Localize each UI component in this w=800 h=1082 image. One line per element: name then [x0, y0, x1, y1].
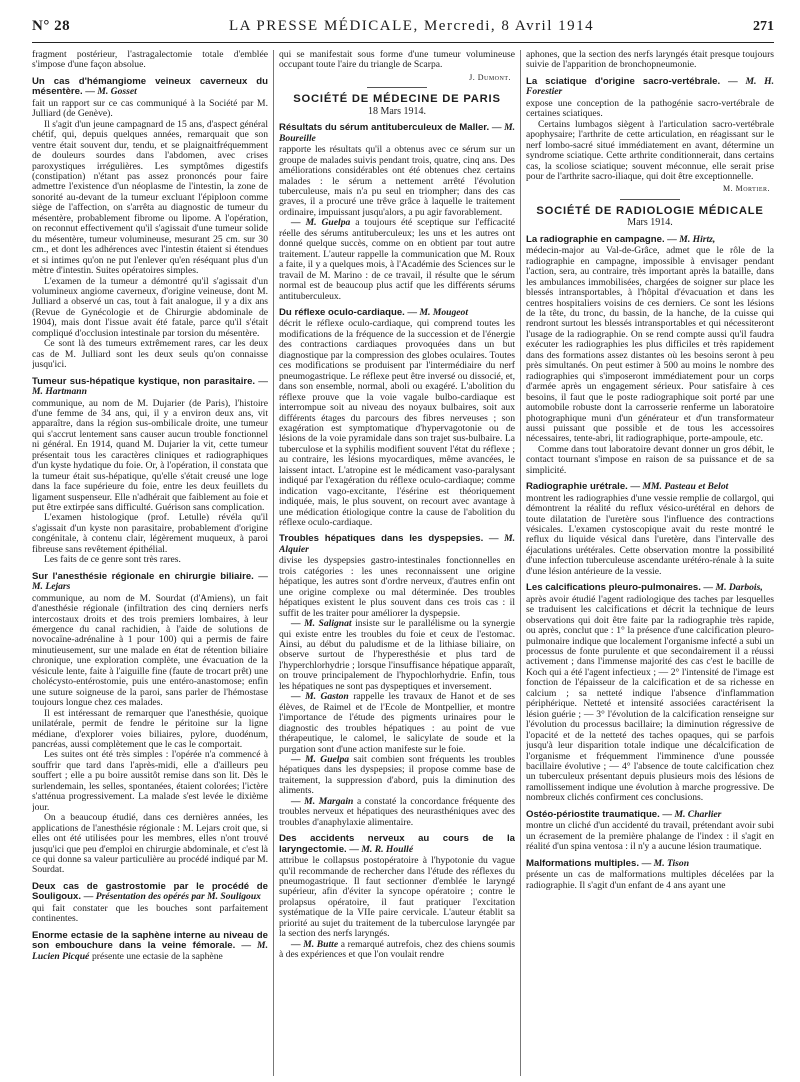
- heading-title: Deux cas de gastrostomie par le procédé de Souligoux.: [32, 880, 268, 903]
- speaker-name: — M. Guelpa: [291, 754, 350, 765]
- paragraph: [279, 218, 515, 302]
- page-header: [32, 18, 774, 43]
- issue-number: N° 28: [32, 18, 71, 34]
- paragraph-text: insiste sur le parallélisme ou la synergie qui existe entre les troubles du foie et ceux de l'estomac. Ainsi, au début du paludisme et de la lithiase biliaire, on observe surtout de l'hyperesthésie et plus tard de l'hyperchlorhydrie ; lorsque l'insuffisance hépatique apparaît, on trouve principalement de l'hypochlorhydrie. Enfin, tous les hépatiques ne sont pas dyspeptiques et inversement.: [279, 618, 515, 692]
- section-divider: [367, 87, 427, 88]
- heading-title: Radiographie urétrale.: [526, 481, 628, 493]
- heading-title: La radiographie en campagne.: [526, 233, 665, 245]
- heading-author: — M. Darbois,: [703, 582, 763, 594]
- heading-author: — M. Tison: [641, 857, 690, 869]
- paragraph-text: a toujours été sceptique sur l'efficacité réelle des sérums antituberculeux; les uns et les autres ont donné quelque succès, comme on en obtient par tout autre traitement. L'auteur rappelle la communication que M. Roux a faite, il y a quelques mois, à l'Académie des Sciences sur le travail de M. Marino : de ce travail, il résulte que le sérum normal est de beaucoup plus actif que les différents sérums antituberculeux.: [279, 217, 515, 302]
- section-heading: [32, 931, 268, 962]
- heading-author: — M. Hirtz,: [667, 233, 716, 245]
- heading-title: Enorme ectasie de la saphène interne au niveau de son embouchure dans la veine fémorale.: [32, 929, 268, 952]
- heading-author: — M. Mougeot: [407, 306, 468, 318]
- paragraph: L'examen histologique (prof. Letulle) révéla qu'il s'agissait d'un kyste non parasitaire, probablement d'origine congénitale, à contenu clair, légèrement muqueux, à paroi fibreuse sans revêtement épithélial.: [32, 512, 268, 555]
- heading-title: Troubles hépatiques dans les dyspepsies.: [279, 533, 484, 545]
- column-2: [279, 50, 515, 1078]
- heading-author: — M. Boureille: [279, 122, 515, 144]
- section-heading: [526, 810, 774, 820]
- paragraph: On a beaucoup étudié, dans ces dernières années, les applications de l'anesthésie régionale : M. Lejars croit que, si elles ont été utilisées pour les membres, elles n'ont trouvé jusqu'ici que peu d'emploi en chirurgie abdominale, et c'est là ce qui donne sa valeur particulière au procédé indiqué par M. Sourdat.: [32, 812, 268, 876]
- page-number: 271: [753, 19, 774, 34]
- speaker-name: — M. Guelpa: [291, 217, 351, 229]
- paragraph: communique, au nom de M. Dujarier (de Paris), l'histoire d'une femme de 34 ans, qui, il y a environ deux ans, vit apparaître, dans la région sus-ombilicale droite, une tumeur qui s'accrut lentement sans causer aucun trouble fonctionnel ni général. En 1914, quand M. Dujarier la vit, cette tumeur présentait tous les caractères cliniques et radiographiques d'un kyste hydatique du foie. Or, à l'opération, il constata que la tumeur était sus-hépatique, qu'elle s'était creusé une loge dans la face supérieure du foie, entre les deux feuillets du ligament suspenseur. Elle n'adhérait que faiblement au foie et put être extirpée sans difficulté. Guérison sans complication.: [32, 397, 268, 514]
- paragraph: [279, 692, 515, 755]
- column-rule: [520, 50, 521, 1076]
- column-1: [32, 50, 268, 1078]
- paragraph: communique, au nom de M. Sourdat (d'Amiens), un fait d'anesthésie régionale (infiltration des cinq derniers nerfs intercostaux droits et des trois premiers lombaires, à leur émergence du canal rachidien, à l'aide de solutions de novocaïne-adrénaline à 1 pour 100) qui a permis de faire minutieusement, sur une malade en état de rétention biliaire chronique, une exploration complète, une évacuation de la vésicule lente, faite à l'aiguille fine (faute de trocart prêt) une cholécysto-entérostomie, puis une entéro-anastomose; enfin une suture soigneuse de la paroi, sans parler de l'hémostase toujours longue chez ces malades.: [32, 592, 268, 709]
- section-divider: [620, 199, 680, 200]
- paragraph: qui fait constater que les bouches sont parfaitement continentes.: [32, 902, 268, 925]
- paragraph: rapporte les résultats qu'il a obtenus avec ce sérum sur un groupe de malades suivis pendant trois, quatre, cinq ans. Des améliorations considérables ont été obtenues chez certains malades : le sérum a nettement arrêté l'évolution tuberculeuse, mais n'a pu seul en triompher; dans des cas graves, il a procuré une trêve grâce à laquelle le traitement ordinaire, impuissant jusqu'alors, a pu agir favorablement.: [279, 144, 515, 218]
- paragraph: présente une ectasie de la saphène: [91, 950, 223, 962]
- paragraph: après avoir étudié l'agent radiologique des taches par lesquelles se traduisent les calcifications et décrit la technique de leurs observations qui doit être faite par la radiographie très rapide, ou après, conclut que : 1° la présence d'une calcification pleuro-pulmonaire indique que localement l'organisme infecté a subi un processus de fonte purulente et que secondairement il a réussi activement ; dans l'immense majorité des cas c'est le bacille de Koch qui a été l'agent infectieux ; — 2° l'intensité de l'image est fonction de l'épaisseur de la calcification et de sa richesse en calcium ; sa netteté indique l'absence d'inflammation périphérique. Netteté et intensité associées caractérisent la lésion guérie ; — 3° l'évolution de la calcification renseigne sur l'évolution du processus bacillaire; la diminution régressive de l'opacité et de la netteté des taches opaques, qui se parfois jusqu'à leur disparition totale indique une décalcification de l'organisme et fréquemment l'imminence d'une poussée bacillaire évolutive ; — 4° l'absence de toute calcification chez un tuberculeux présentant depuis plusieurs mois des lésions de ramollissement indique une évolution à marche progressive. De nombreux clichés confirment ces conclusions.: [526, 593, 774, 804]
- heading-title: Malformations multiples.: [526, 857, 640, 869]
- column-3: [526, 50, 774, 1078]
- paragraph: L'examen de la tumeur a démontré qu'il s'agissait d'un volumineux angiome caverneux, d'origine veineuse, dont M. Julliard a observé un cas, tout à fait analogue, il y a dix ans (Revue de Gynécologie et de Chirurgie abdominale de 1904), mais dont l'issue avait été fatale, parce qu'il s'était compliqué d'occlusion intestinale par torsion du mésentère.: [32, 275, 268, 339]
- section-heading: [526, 583, 774, 593]
- heading-author: — M. R. Houllé: [349, 843, 414, 855]
- paragraph: montre un cliché d'un accidenté du travail, prétendant avoir subi un écrasement de la première phalange de l'index : il s'agit en réalité d'un spina ventosa : il n'y a aucune lésion traumatique.: [526, 820, 774, 853]
- section-heading: [526, 235, 774, 245]
- section-heading: [279, 834, 515, 855]
- section-heading: [279, 534, 515, 555]
- paragraph-text: sait combien sont fréquents les troubles hépatiques dans les dyspepsies; il propose comme base de traitement, la suppression d'abord, puis la diminution des aliments.: [279, 754, 515, 797]
- paragraph: montrent les radiographies d'une vessie remplie de collargol, qui démontrent la réalité du reflux vésico-urétéral en dehors de toute dilatation de l'uretère sous l'influence des contractions vésicales. L'examen cystoscopique avait du reste montré le reflux du liquide vésical dans l'uretère, dans l'intervalle des éjaculations urétérales. Cette observation montre la possibilité d'une infection tuberculeuse ascendante urétéro-rénale à la suite d'une lésion antérieure de la vessie.: [526, 492, 774, 577]
- heading-author: — M. Alquier: [279, 533, 515, 555]
- paragraph: attribue le collapsus postopératoire à l'hypotonie du vague qu'il recommande de rechercher dans l'étude des réflexes du pneumogastrique. Il faut sectionner d'emblée le laryngé supérieur, afin d'éviter la syncope opératoire ; contre le prolapsus opératoire, il faut pratiquer l'excitation systématique de la VIIe paire cervicale. L'auteur établit sa priorité au sujet du traitement de la tuberculose laryngée par la section des nerfs laryngés.: [279, 855, 515, 940]
- paragraph: aphones, que la section des nerfs laryngés était presque toujours suivie de l'apparition de bronchopneumonie.: [526, 50, 774, 71]
- society-date: Mars 1914.: [627, 217, 673, 229]
- heading-author: — M. Lejars: [32, 570, 268, 593]
- paragraph: fait un rapport sur ce cas communiqué à la Société par M. Julliard (de Genève).: [32, 97, 268, 120]
- paragraph: Les faits de ce genre sont très rares.: [44, 554, 181, 566]
- speaker-name: — M. Salignat: [291, 618, 352, 630]
- heading-author: — Présentation des opérés par M. Souligoux: [83, 891, 261, 903]
- paragraph-text: a remarqué autrefois, chez des chiens soumis à des expériences et que l'on voulait rendre: [279, 938, 515, 961]
- paragraph: Il est intéressant de remarquer que l'anesthésie, quoique unilatérale, permit de fendre le péritoine sur la ligne médiane, d'explorer voies biliaires, pylore, duodénum, pancréas, aussi complètement que le cas le comportait.: [32, 707, 268, 750]
- speaker-name: — M. Margain: [291, 795, 354, 807]
- heading-title: Résultats du sérum antituberculeux de Maller.: [279, 122, 490, 134]
- heading-title: La sciatique d'origine sacro-vertébrale.: [526, 75, 721, 87]
- journal-title: [229, 18, 594, 35]
- heading-author: — M. Lucien Picqué: [32, 940, 268, 962]
- society-date: 18 Mars 1914.: [367, 105, 427, 117]
- paragraph: Comme dans tout laboratoire devant donner un gros débit, le contact tournant s'impose en raison de sa puissance et de sa simplicité.: [526, 443, 774, 476]
- heading-title: Sur l'anesthésie régionale en chirurgie biliaire.: [32, 570, 254, 582]
- paragraph: qui se manifestait sous forme d'une tumeur volumineuse occupant toute l'aire du triangle de Scarpa.: [279, 50, 515, 71]
- paragraph: Il s'agit d'un jeune campagnard de 15 ans, d'aspect général chétif, qui, depuis quelques années, remarquait que son ventre était souvent dur, tendu, et se plaignaitfréquemment de douleurs sourdes dans l'abdomen, avec crises paroxystiques irrégulières. Les symptômes digestifs (constipation) n'étant pas assez prononcés pour faire admettre l'existence d'un néoplasme de l'intestin, la zone de sonorité au-devant de la tumeur excluant l'épiploon comme siège de l'affection, on s'arrêta au diagnostic de tumeur du mésentère, probablement fibrome ou lipome. A l'opération, on reconnut effectivement qu'il s'agissait d'une tumeur solide du mésentère, tumeur volumineuse, mesurant 25 cm. sur 30 cm., et dont les adhérences avec l'intestin étaient si étendues et si intimes qu'on ne put l'enlever qu'en réséquant plus d'un mètre d'intestin. Suites opératoires simples.: [32, 118, 268, 277]
- paragraph-text: a constaté la concordance fréquente des troubles nerveux et hépatiques des neurasthéniques avec des troubles d'anaphylaxie alimentaire.: [279, 795, 515, 828]
- signature: M. Mortier.: [722, 184, 770, 194]
- paragraph: Ce sont là des tumeurs extrêmement rares, car les deux cas de M. Julliard sont les deux seuls qu'on connaisse jusqu'ici.: [32, 338, 268, 371]
- paragraph: Les suites ont été très simples : l'opérée n'a commencé à souffrir que tard dans l'après-midi, elle a d'ailleurs peu souffert ; elle a pu boire aussitôt remise dans son lit. Dès le surlendemain, les selles, spontanées, étaient colorées; l'ictère s'atténua progressivement. La malade s'est levée le dixième jour.: [32, 749, 268, 813]
- heading-author: — M. H. Forestier: [526, 75, 774, 98]
- section-heading: [279, 308, 515, 318]
- heading-author: — M. Gosset: [85, 86, 137, 98]
- section-heading: [526, 482, 774, 492]
- heading-author: — M. Hartmann: [32, 375, 268, 398]
- heading-title: Les calcifications pleuro-pulmonaires.: [526, 582, 701, 594]
- paragraph: médecin-major au Val-de-Grâce, admet que le rôle de la radiographie en campagne, impossible à envisager pendant l'action, sera, au contraire, très important après la bataille, dans les ambulances immobilisées, chargées de soigner sur place les blessés intransportables, à l'hôpital d'évacuation et dans les centres hospitaliers voisins de ces derniers. Ce sont les lésions de la tête, du tronc, du bassin, de la hanche, de la cuisse qui rendront surtout les blessés intransportables et qui nécessiteront l'usage de la radiographie. On se rend compte aussi qu'il faudra exécuter les radiographies les plus difficiles et très rapidement dans des formations assez distantes où les besoins seront à peu près simultanés. On peut estimer à 500 au moins le nombre des radiographies qui s'imposeront immédiatement pour un corps d'armée après un engagement sérieux. Pour satisfaire à ces besoins, il faut que le poste radiographique soit porté par une automobile robuste dont la carrosserie renferme un laboratoire photographique muni d'un générateur et d'un transformateur aussi puissant que possible et de tous les accessoires nécessaires, tente-abri, lit radiographique, porte-ampoule, etc.: [526, 245, 774, 445]
- paragraph: décrit le réflexe oculo-cardiaque, qui comprend toutes les modifications de la fréquence de la succession et de l'énergie des contractions cardiaques provoquées dans un but diagnostique par la compression des globes oculaires. Toutes ces modifications se produisent par l'intermédiaire du nerf pneumogastrique. Le réflexe peut être inversé ou dissocié, et, dans son ensemble, normal, aboli ou exagéré. L'abolition du réflexe prouve que la voie vagale bulbo-cardiaque est interrompue soit au niveau des noyaux bulbaires, soit aux différents étages du parcours des fibres nerveuses ; son exagération est symptomatique d'hypervagotonie ou de lésions de la voie pyramidale dans son trajet sus-bulbaire. La tuberculose et la syphilis modifient souvent l'état du réflexe ; au contraire, les lésions myocardiques, même avancées, le laissent intact. L'atropine est le médicament vaso-paralysant indiqué par l'exagération du réflexe oculo-cardiaque; comme indication vago-excitante, l'ésérine est théoriquement indiquée, mais, le plus souvent, on recourt avec avantage à une médication étiologique contre la cause de l'abolition du réflexe oculo-cardiaque.: [279, 318, 515, 529]
- section-heading: [526, 77, 774, 98]
- paragraph: [279, 797, 515, 828]
- section-heading: [32, 572, 268, 593]
- heading-title: Du réflexe oculo-cardiaque.: [279, 306, 405, 318]
- heading-title: Ostéo-périostite traumatique.: [526, 808, 660, 820]
- journal-name: LA PRESSE MÉDICALE,: [228, 18, 419, 34]
- paragraph: [279, 940, 515, 961]
- heading-title: Tumeur sus-hépatique kystique, non parasitaire.: [32, 375, 256, 387]
- speaker-name: — M. Gaston: [291, 691, 349, 703]
- society-heading: SOCIÉTÉ DE MÉDECINE DE PARIS: [293, 93, 501, 106]
- heading-title: Des accidents nerveux au cours de la laryngectomie.: [279, 833, 515, 855]
- paragraph: divise les dyspepsies gastro-intestinales fonctionnelles en trois catégories : les unes reconnaissent une origine hépatique, les autres sont d'ordre nerveux, d'autres enfin ont une origine complexe ou mal déterminée. Des troubles hépatiques existent le plus souvent dans ces trois cas : il suffit de les traiter pour améliorer la dyspepsie.: [279, 555, 515, 619]
- section-heading: [32, 377, 268, 398]
- section-heading: [526, 859, 774, 869]
- paragraph: [279, 619, 515, 692]
- society-heading: SOCIÉTÉ DE RADIOLOGIE MÉDICALE: [536, 204, 764, 217]
- heading-author: — MM. Pasteau et Belot: [630, 481, 729, 493]
- paragraph: fragment postérieur, l'astragalectomie totale d'emblée s'impose d'une façon absolue.: [32, 50, 268, 71]
- paragraph: Certains lumbagos siègent à l'articulation sacro-vertébrale apophysaire; l'arthrite de cette articulation, en réagissant sur le nerf lombo-sacré situé immédiatement en avant, détermine un syndrome sciatique. Cette arthrite conditionnerait, dans certains cas, la scoliose sciatique; souvent méconnue, elle serait prise pour de l'arthrite sacro-iliaque, qui doit être exceptionnelle.: [526, 118, 774, 182]
- section-heading: [279, 123, 515, 144]
- paragraph: [279, 755, 515, 797]
- paragraph-text: rappelle les travaux de Hanot et de ses élèves, de Raimel et de l'Ecole de Montpellier, et montre l'importance de l'étude des pigments urinaires pour le diagnostic des troubles hépatiques : au point de vue thérapeutique, le calomel, le salicylate de soude et la purgation sont d'une action manifeste sur le foie.: [279, 691, 515, 755]
- speaker-name: — M. Butte: [291, 938, 339, 950]
- column-rule: [273, 50, 274, 1076]
- issue-date: Mercredi, 8 Avril 1914: [423, 18, 595, 34]
- signature: J. Dumont.: [469, 72, 511, 82]
- section-heading: [32, 77, 268, 98]
- paragraph: expose une conception de la pathogénie sacro-vertébrale de certaines sciatiques.: [526, 97, 774, 120]
- paragraph: présente un cas de malformations multiples décelées par la radiographie. Il s'agit d'un enfant de 4 ans ayant une: [526, 869, 774, 891]
- heading-title: Un cas d'hémangiome veineux caverneux du mésentère.: [32, 75, 268, 98]
- section-heading: [32, 882, 268, 903]
- heading-author: — M. Charlier: [662, 808, 722, 820]
